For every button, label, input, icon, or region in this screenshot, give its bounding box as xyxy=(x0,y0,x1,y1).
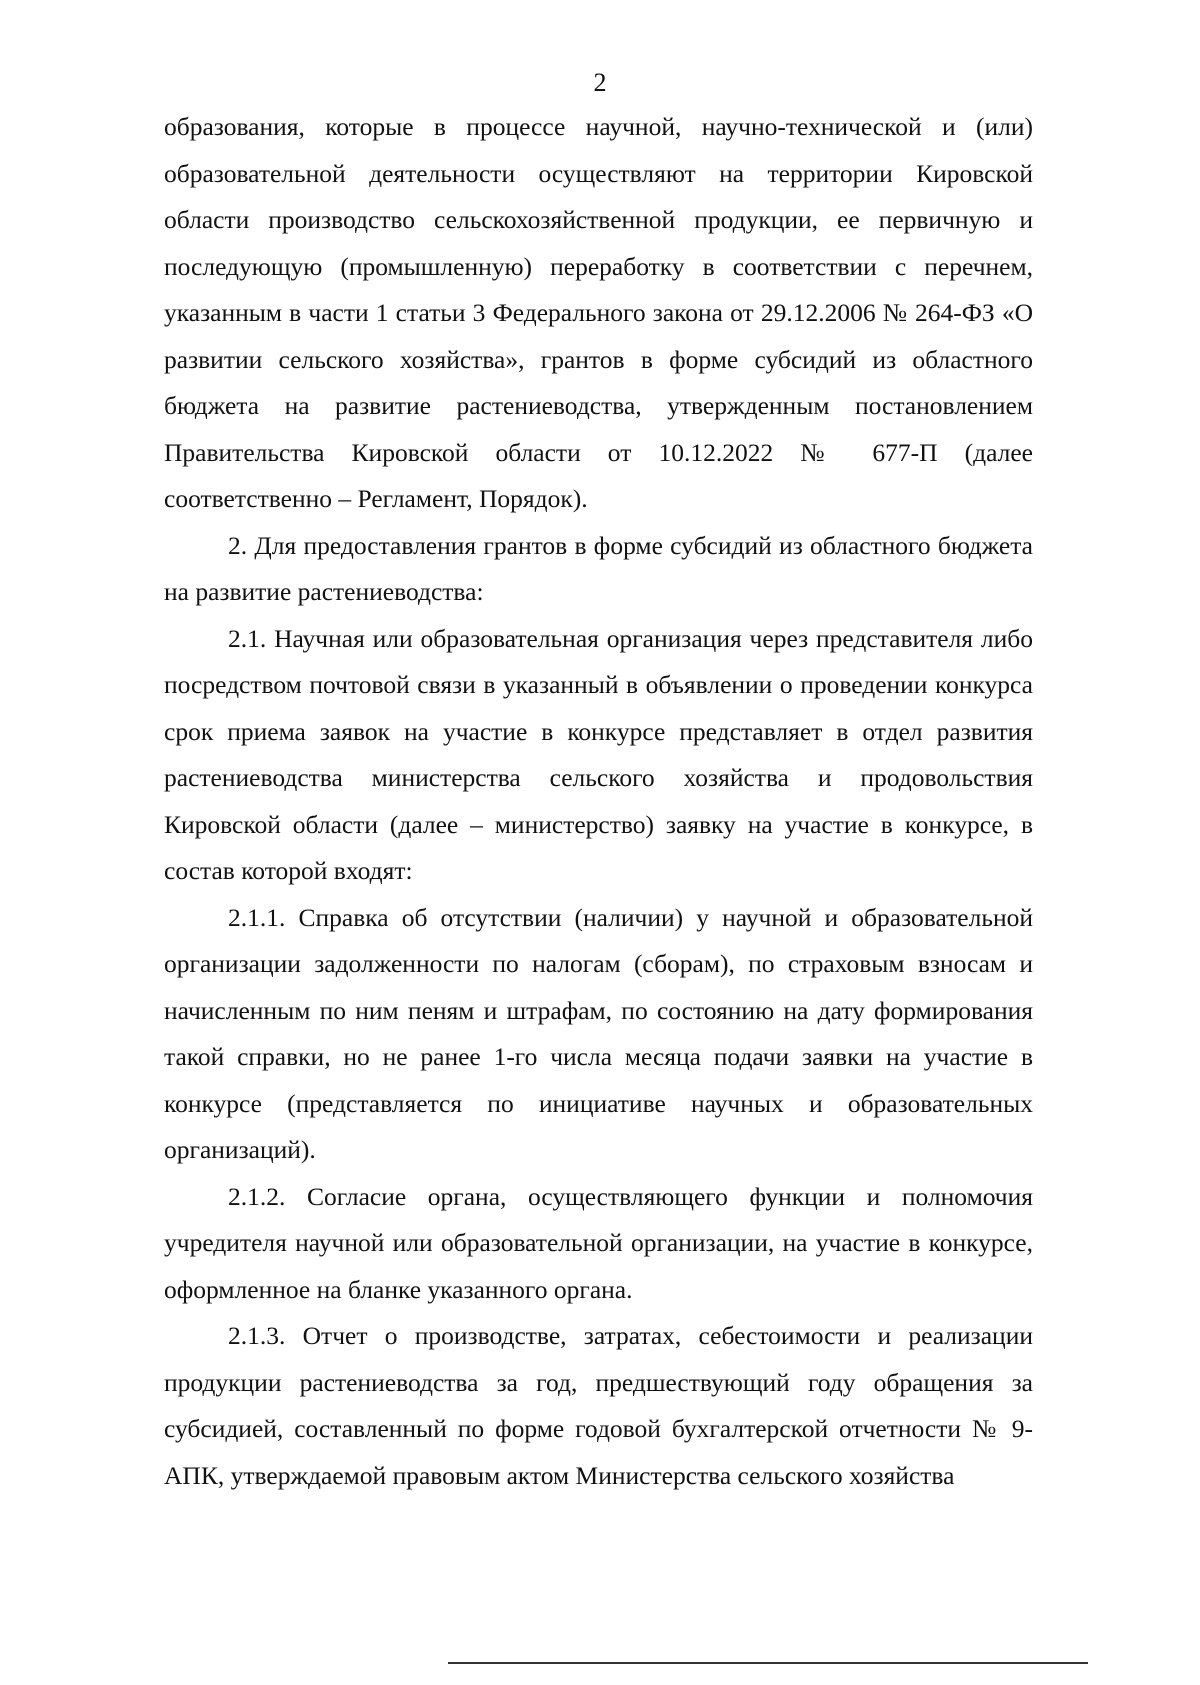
paragraph-item-2-1-3: 2.1.3. Отчет о производстве, затратах, себестоимости и реализации продукции растениеводства за год, предшествующий году обращения за субсидией, составленный по форме годовой бухгалтерской отчетности № 9-АПК, утверждаемой правовым актом Министерства сельского хозяйства xyxy=(164,1321,1033,1490)
paragraph-item-2-1-1: 2.1.1. Справка об отсутствии (наличии) у научной и образовательной организации задолженности по налогам (сборам), по страховым взносам и начисленным по ним пеням и штрафам, по состоянию на дату формирования такой справки, но не ранее 1-го числа месяца подачи заявки на участие в конкурсе (представляется по инициативе научных и образовательных организаций). xyxy=(164,902,1033,1164)
paragraph-item-2: 2. Для предоставления грантов в форме субсидий из областного бюджета на развитие растениеводства: xyxy=(164,530,1033,606)
paragraph-item-2-1-2: 2.1.2. Согласие органа, осуществляющего функции и полномочия учредителя научной или образовательной организации, на участие в конкурсе, оформленное на бланке указанного органа. xyxy=(164,1181,1033,1304)
paragraph-continuation: образования, которые в процессе научной, научно-технической и (или) образовательной деятельности осуществляют на территории Кировской области производство сельскохозяйственной продукции, ее первичную и последующую (промышленную) переработку в соответствии с перечнем, указанным в части 1 статьи 3 Федерального закона от 29.12.2006 № 264-ФЗ «О развитии сельского хозяйства», грантов в форме субсидий из областного бюджета на развитие растениеводства, утвержденным постановлением Правительства Кировской области от 10.12.2022 № 677-П (далее соответственно – Регламент, Порядок). xyxy=(164,112,1033,513)
document-body xyxy=(164,104,1033,1499)
page-number: 2 xyxy=(593,68,607,97)
footer-rule xyxy=(448,1662,1088,1664)
paragraph-item-2-1: 2.1. Научная или образовательная организация через представителя либо посредством почтовой связи в указанный в объявлении о проведении конкурса срок приема заявок на участие в конкурсе представляет в отдел развития растениеводства министерства сельского хозяйства и продовольствия Кировской области (далее – министерство) заявку на участие в конкурсе, в состав которой входят: xyxy=(164,623,1033,885)
